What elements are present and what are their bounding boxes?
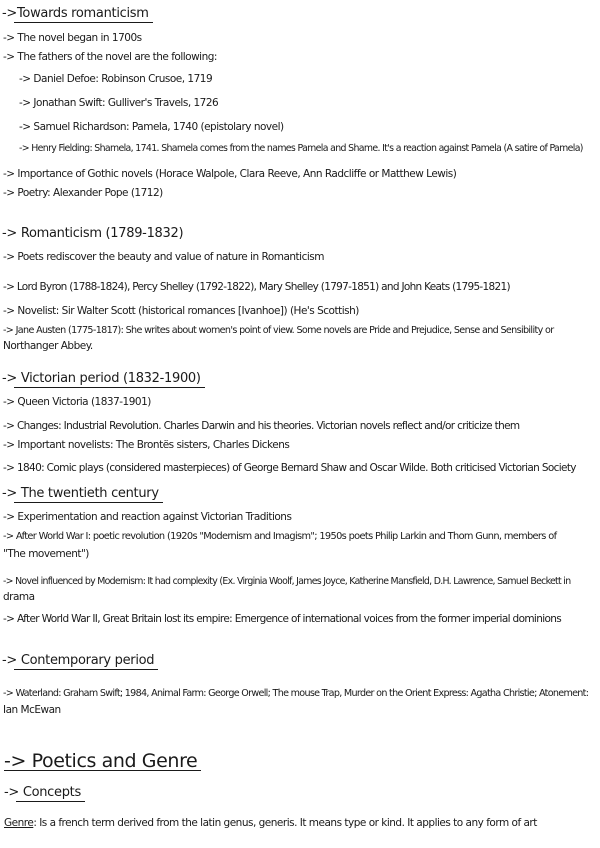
note-line: -> Queen Victoria (1837-1901) xyxy=(3,396,151,408)
note-line: -> Important novelists: The Brontës sisters, Charles Dickens xyxy=(3,439,290,451)
heading-poetics-and-genre: -> Poetics and Genre xyxy=(4,750,198,772)
note-line: "The movement") xyxy=(3,548,89,560)
note-line: -> Samuel Richardson: Pamela, 1740 (epistolary novel) xyxy=(19,121,284,133)
note-line: -> Changes: Industrial Revolution. Charles Darwin and his theories. Victorian novels reflect and/or criticize them xyxy=(3,420,520,432)
heading-contemporary-period: -> Contemporary period xyxy=(2,653,155,668)
note-line: -> 1840: Comic plays (considered masterpieces) of George Bernard Shaw and Oscar Wilde. Both criticised Victorian Society xyxy=(3,462,576,474)
note-line: -> Experimentation and reaction against Victorian Traditions xyxy=(3,511,292,523)
heading-towards-romanticism: ->Towards romanticism xyxy=(2,6,149,21)
genre-definition-text: : Is a french term derived from the latin genus, generis. It means type or kind. It applies to any form of art xyxy=(33,817,537,829)
note-line: -> Poets rediscover the beauty and value of nature in Romanticism xyxy=(3,251,324,263)
note-line: -> Novel influenced by Modernism: It had complexity (Ex. Virginia Woolf, James Joyce, Katherine Mansfield, D.H. Lawrence, Samuel Beckett in xyxy=(3,576,571,587)
note-line: -> Jonathan Swift: Gulliver's Travels, 1726 xyxy=(19,97,219,109)
note-line: drama xyxy=(3,591,35,603)
heading-twentieth-century: -> The twentieth century xyxy=(2,486,159,501)
heading-victorian-period: -> Victorian period (1832-1900) xyxy=(2,371,201,386)
note-line: -> Lord Byron (1788-1824), Percy Shelley (1792-1822), Mary Shelley (1797-1851) and John Keats (1795-1821) xyxy=(3,281,510,293)
heading-concepts: -> Concepts xyxy=(4,785,81,800)
note-line: -> After World War II, Great Britain lost its empire: Emergence of international voices from the former imperial dominions xyxy=(3,613,562,625)
note-line: Ian McEwan xyxy=(3,704,61,716)
genre-definition xyxy=(4,817,537,829)
note-line: -> The fathers of the novel are the following: xyxy=(3,51,217,63)
note-line: -> Daniel Defoe: Robinson Crusoe, 1719 xyxy=(19,73,213,85)
heading-romanticism: -> Romanticism (1789-1832) xyxy=(2,226,184,241)
note-line: -> Importance of Gothic novels (Horace Walpole, Clara Reeve, Ann Radcliffe or Matthew Lewis) xyxy=(3,168,457,180)
note-line: -> Henry Fielding: Shamela, 1741. Shamela comes from the names Pamela and Shame. It's a reaction against Pamela (A satire of Pamela) xyxy=(19,143,583,154)
note-line: -> Novelist: Sir Walter Scott (historical romances [Ivanhoe]) (He's Scottish) xyxy=(3,305,359,317)
note-line: -> The novel began in 1700s xyxy=(3,32,142,44)
note-line: -> Jane Austen (1775-1817): She writes about women's point of view. Some novels are Pride and Prejudice, Sense and Sensibility or xyxy=(3,325,554,336)
genre-term: Genre xyxy=(4,817,34,829)
note-line: -> Waterland: Graham Swift; 1984, Animal Farm: George Orwell; The mouse Trap, Murder on the Orient Express: Agatha Christie; Atonement: xyxy=(3,688,589,699)
note-line: -> Poetry: Alexander Pope (1712) xyxy=(3,187,163,199)
note-line: Northanger Abbey. xyxy=(3,340,93,352)
note-line: -> After World War I: poetic revolution (1920s "Modernism and Imagism"; 1950s poets Philip Larkin and Thom Gunn, members of xyxy=(3,531,557,542)
